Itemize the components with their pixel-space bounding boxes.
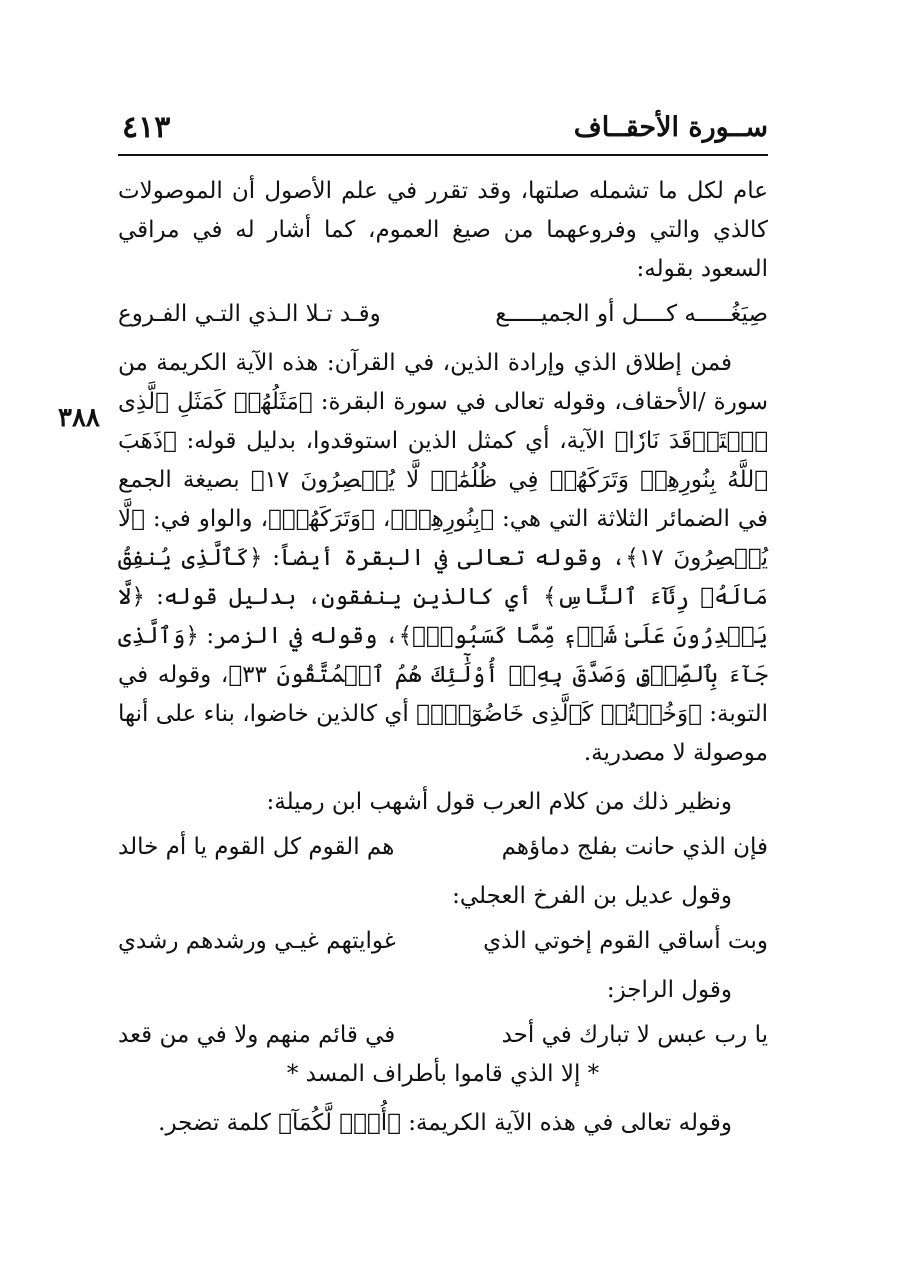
verse-1-first-hemistich: صِيَغُـــــه كــــل أو الجميـــــع [495,301,768,327]
paragraph-2: فمن إطلاق الذي وإرادة الذين، في القرآن: هذه الآية الكريمة من سورة /الأحقاف، وقوله تعالى في سورة البقرة: ﴿مَثَلُهُمۡ كَمَثَلِ ٱلَّذِى ٱسۡتَوۡقَدَ نَارٗا﴾ الآية، أي كمثل الذين استوقدوا، بدليل قوله: ﴿ذَهَبَ ٱللَّهُ بِنُورِهِمۡ وَتَرَكَهُمۡ فِي ظُلُمَٰتٖ لَّا يُبۡصِرُونَ ١٧﴾ بصيغة الجمع في الضمائر الثلاثة التي هي: ﴿بِنُورِهِمۡ﴾، ﴿وَتَرَكَهُمۡ﴾، والواو في: ﴿لَّا يُبۡصِرُونَ ١٧﴾، وقوله تعالى في البقرة أيضاً: ﴿كَٱلَّذِى يُنفِقُ مَالَهُۥ رِئَآءَ ٱلنَّاسِ﴾ أي كالذين ينفقون، بدليل قوله: ﴿لَّا يَقۡدِرُونَ عَلَىٰ شَيۡءٖ مِّمَّا كَسَبُواْۗ﴾، وقوله في الزمر: ﴿وَٱلَّذِى جَآءَ بِٱلصِّدۡقِ وَصَدَّقَ بِهِۦٓ أُوْلَٰٓئِكَ هُمُ ٱلۡمُتَّقُونَ ٣٣﴾، وقوله في التوبة: ﴿وَخُضۡتُمۡ كَٱلَّذِى خَاضُوٓاْۚ﴾ أي كالذين خاضوا، بناء على أنها موصولة لا مصدرية. [118,350,769,766]
verse-1 [118,295,768,334]
verse-1-second-hemistich: وقـد تـلا الـذي التـي الفـروع [118,301,381,327]
verse-4-first-hemistich: يا رب عبس لا تبارك في أحد [501,1022,768,1048]
paragraph-3: ونظير ذلك من كلام العرب قول أشهب ابن رميلة: [266,789,732,815]
paragraph-6: وقوله تعالى في هذه الآية الكريمة: ﴿أُفّٖ لَّكُمَآ﴾ كلمة تضجر. [158,1110,732,1136]
paragraph-4: وقول عديل بن الفرخ العجلي: [452,883,732,909]
running-title: ســورة الأحقــاف [573,112,768,143]
margin-page-reference: ٣٨٨ [58,403,100,433]
verse-3-second-hemistich: غوايتهم غيـي ورشدهم رشدي [118,928,396,954]
paragraph-1: عام لكل ما تشمله صلتها، وقد تقرر في علم الأصول أن الموصولات كالذي والتي وفروعهما من صيغ العموم، كما أشار له في مراقي السعود بقوله: [118,178,768,282]
page-number: ٤١٣ [122,110,171,145]
verse-2-first-hemistich: فإن الذي حانت بفلج دماؤهم [501,834,768,860]
verse-4-second-hemistich: في قائم منهم ولا في من قعد [118,1022,396,1048]
verse-4 [118,1016,768,1055]
verse-3 [118,922,768,961]
page-body [118,172,768,1143]
verse-2-second-hemistich: هم القوم كل القوم يا أم خالد [118,834,395,860]
paragraph-5: وقول الراجز: [606,977,732,1003]
verse-3-first-hemistich: وبت أساقي القوم إخوتي الذي [483,928,768,954]
page-header [118,108,768,156]
verse-4-continuation: * إلا الذي قاموا بأطراف المسد * [286,1061,600,1087]
verse-2 [118,828,768,867]
